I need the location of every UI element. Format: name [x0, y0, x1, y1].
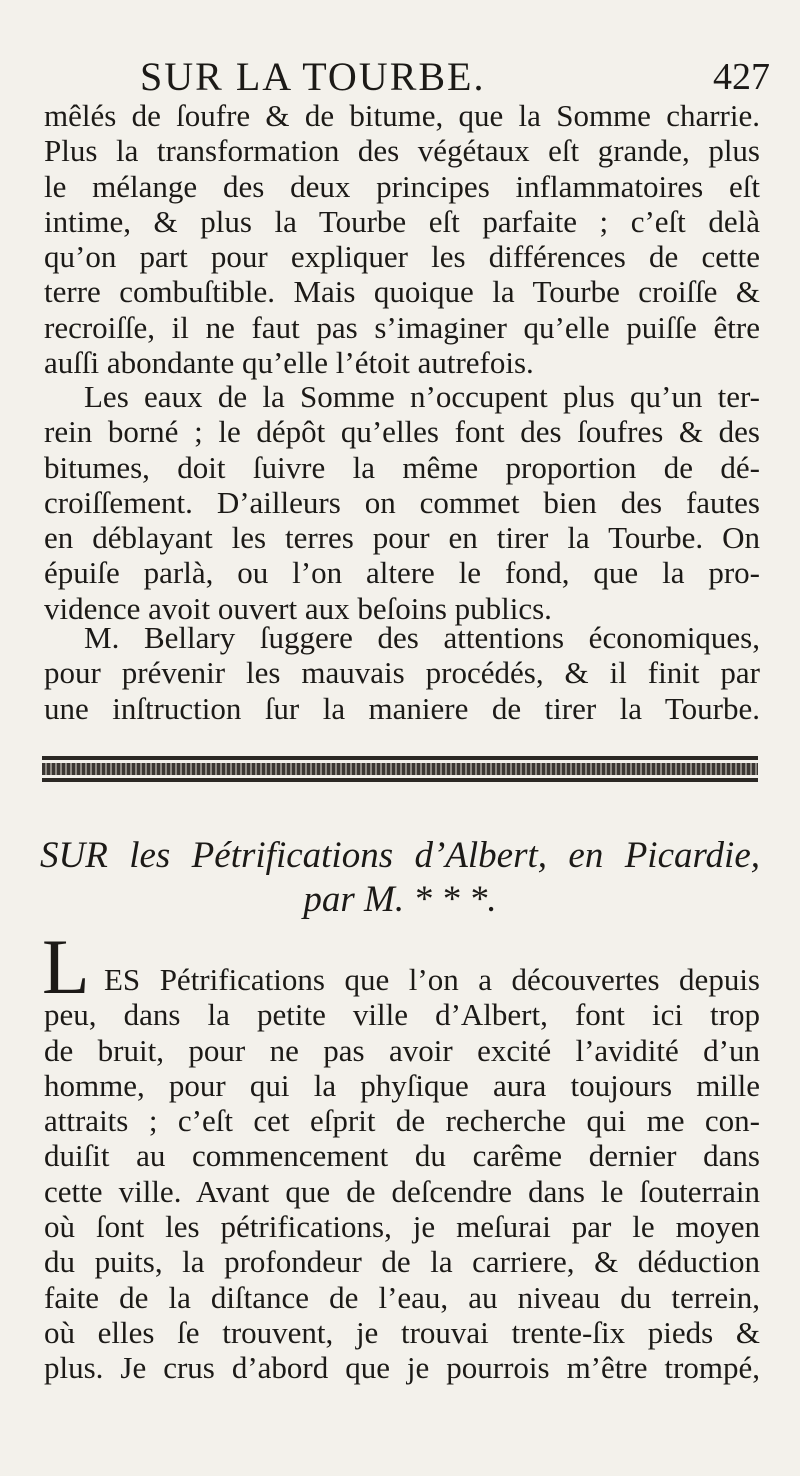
running-head: [140, 52, 770, 102]
text-line: où ſont les pétrifications, je meſurai par le moyen: [44, 1209, 760, 1245]
text-line: recroiſſe, il ne faut pas s’imaginer qu’elle puiſſe être: [44, 309, 760, 345]
section-divider: [42, 756, 758, 784]
text-line: plus. Je crus d’abord que je pourrois m’être trompé,: [44, 1350, 760, 1386]
text-line: intime, & plus la Tourbe eſt parfaite ; c’eſt delà: [44, 203, 760, 239]
text-line: une inſtruction ſur la maniere de tirer la Tourbe.: [44, 690, 760, 726]
text-line: ES Pétrifications que l’on a découvertes depuis: [104, 962, 760, 997]
text-line: pour prévenir les mauvais procédés, & il finit par: [44, 655, 760, 691]
paragraph: [44, 962, 760, 1386]
text-line: mêlés de ſoufre & de bitume, que la Somme charrie.: [44, 98, 760, 133]
paragraph-continued: [44, 98, 760, 380]
text-line: épuiſe parlà, ou l’on altere le fond, que la pro-: [44, 555, 760, 591]
text-line: de bruit, pour ne pas avoir excité l’avidité d’un: [44, 1032, 760, 1068]
text-line: rein borné ; le dépôt qu’elles font des ſoufres & des: [44, 414, 760, 450]
text-line: faite de la diſtance de l’eau, au niveau du terrein,: [44, 1279, 760, 1315]
text-line: auſſi abondante qu’elle l’étoit autrefois.: [44, 345, 534, 381]
text-line: M. Bellary ſuggere des attentions économiques,: [84, 620, 760, 655]
section-title-byline: par M. * * *.: [303, 879, 497, 920]
text-line: terre combuſtible. Mais quoique la Tourbe croiſſe &: [44, 274, 760, 310]
text-line: Plus la transformation des végétaux eſt grande, plus: [44, 133, 760, 169]
running-head-title: SUR LA TOURBE.: [140, 54, 486, 99]
text-line: cette ville. Avant que de deſcendre dans le ſouterrain: [44, 1173, 760, 1209]
text-line: croiſſement. D’ailleurs on commet bien des fautes: [44, 484, 760, 520]
text-line: Les eaux de la Somme n’occupent plus qu’un ter-: [84, 379, 760, 414]
text-line: du puits, la profondeur de la carriere, & déduction: [44, 1244, 760, 1280]
text-line: attraits ; c’eſt cet eſprit de recherche qui me con-: [44, 1103, 760, 1139]
text-line: peu, dans la petite ville d’Albert, font ici trop: [44, 997, 760, 1033]
text-line: duiſit au commencement du carême dernier dans: [44, 1138, 760, 1174]
paragraph: [44, 620, 760, 726]
page-number: 427: [713, 56, 770, 98]
text-line: bitumes, doit ſuivre la même proportion de dé-: [44, 449, 760, 485]
text-line: vidence avoit ouvert aux beſoins publics.: [44, 590, 552, 626]
text-line: homme, pour qui la phyſique aura toujours mille: [44, 1067, 760, 1103]
text-line: en déblayant les terres pour en tirer la Tourbe. On: [44, 520, 760, 556]
section-title-line: SUR les Pétrifications d’Albert, en Picardie,: [40, 835, 760, 876]
text-line: qu’on part pour expliquer les différences de cette: [44, 239, 760, 275]
drop-cap: L: [42, 923, 90, 1010]
text-line: où elles ſe trouvent, je trouvai trente-ſix pieds &: [44, 1314, 760, 1350]
paragraph: [44, 379, 760, 626]
text-line: le mélange des deux principes inflammatoires eſt: [44, 168, 760, 204]
section-title: [40, 834, 760, 922]
